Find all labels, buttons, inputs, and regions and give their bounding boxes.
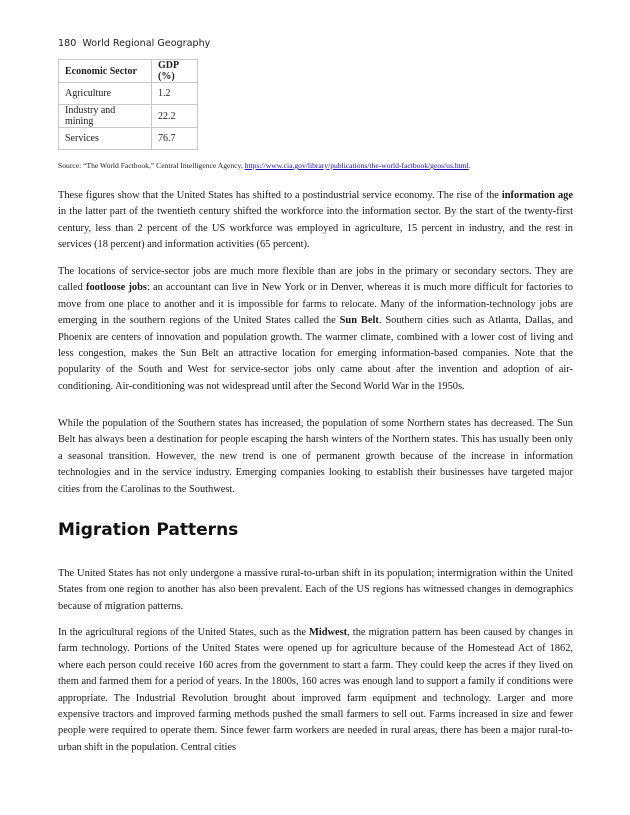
table-row [59, 83, 198, 105]
book-title: World Regional Geography [82, 38, 211, 49]
table-row [59, 128, 198, 150]
section-heading: Migration Patterns [58, 520, 239, 540]
paragraph-intermigration [58, 566, 573, 615]
table-source-note [58, 161, 578, 170]
paragraph-text: : an accountant can live in New York or in Denver, whereas it is much more difficult for factories to move from one place to another and it is impossible for farms to relocate. Many of the information-technology jobs are emerging in the southern regions of the United States called the [58, 282, 574, 327]
paragraph-text: The United States has not only undergone a massive rural-to-urban shift in its population; intermigration within the United States from one region to another has also been prevalent. Each of the US regions has witnessed changes in demographics because of migration patterns. [58, 568, 573, 612]
column-header-gdp: GDP (%) [152, 60, 198, 83]
table-cell-gdp: 1.2 [152, 83, 198, 105]
paragraph-information-age [58, 188, 573, 254]
paragraph-text: While the population of the Southern states has increased, the population of some Northern states has decreased. The Sun Belt has always been a destination for people escaping the harsh winters of the Northern states. This has usually been only a seasonal transition. However, the new trend is one of permanent growth because of the increase in information technologies and in the service industry. Emerging companies looking to establish their businesses have targeted major cities from the Carolinas to the Southwest. [58, 418, 573, 495]
source-prefix: Source: “The World Factbook,” Central Intelligence Agency, [58, 161, 245, 170]
column-header-sector: Economic Sector [59, 60, 152, 83]
table-cell-sector: Agriculture [59, 83, 152, 105]
paragraph-text: in the latter part of the twentieth century shifted the workforce into the information sector. By the start of the twenty-first century, less than 2 percent of the US workforce was employed in agriculture, 15 percent in industry, and the rest in services (18 percent) and information activities (65 percent). [58, 206, 573, 251]
table-cell-gdp: 22.2 [152, 105, 198, 128]
gdp-table [58, 59, 198, 150]
paragraph-text: , the migration pattern has been caused by changes in farm technology. Portions of the United States were opened up for agriculture because of the Homestead Act of 1862, where each person could receive 160 acres from the government to start a farm. They could keep the acres if they lived on them and farmed them for a period of years. In the 1800s, 160 acres was enough land to support a family if conditions were appropriate. The Industrial Revolution brought about improved farm equipment and technology. Larger and more expensive tractors and improved farming methods pushed the small farmers to sell out. Farms increased in size and fewer people were required to operate them. Since fewer farm workers are needed in rural areas, there has been a major rural-to-urban shift in the population. Central cities [58, 627, 573, 753]
paragraph-footloose-jobs [58, 264, 573, 395]
paragraph-text: In the agricultural regions of the United States, such as the [58, 627, 310, 638]
table-header-row [59, 60, 198, 83]
paragraph-text: The locations of service-sector jobs are much more flexible than are jobs in the primary or secondary sectors. They are called [58, 266, 573, 294]
table-row [59, 105, 198, 128]
key-term-information-age: information age [501, 190, 573, 201]
page-number: 180 [58, 38, 77, 49]
paragraph-text: . Southern cities such as Atlanta, Dallas, and Phoenix are centers of innovation and population growth. The warmer climate, combined with a lower cost of living and less congestion, makes the Sun Belt an attractive location for emerging information-based companies. Note that the popularity of the South and West for service-sector jobs only came about after the invention and adoption of air-conditioning. Air-conditioning was not widespread until after the Second World War in the 1950s. [58, 315, 573, 392]
paragraph-population-shift [58, 416, 573, 498]
key-term-sun-belt: Sun Belt [339, 315, 379, 327]
key-term-footloose-jobs: footloose jobs [86, 282, 147, 294]
key-term-midwest: Midwest [309, 627, 348, 638]
running-header [58, 38, 210, 49]
paragraph-text: These figures show that the United States has shifted to a postindustrial service economy. The rise of the [58, 190, 502, 201]
table-cell-sector: Services [59, 128, 152, 150]
source-link[interactable]: https://www.cia.gov/library/publications/the-world-factbook/geos/us.html [244, 161, 469, 170]
table-cell-gdp: 76.7 [152, 128, 198, 150]
source-suffix: . [468, 161, 471, 170]
table-cell-sector: Industry and mining [59, 105, 152, 128]
paragraph-midwest [58, 625, 573, 756]
